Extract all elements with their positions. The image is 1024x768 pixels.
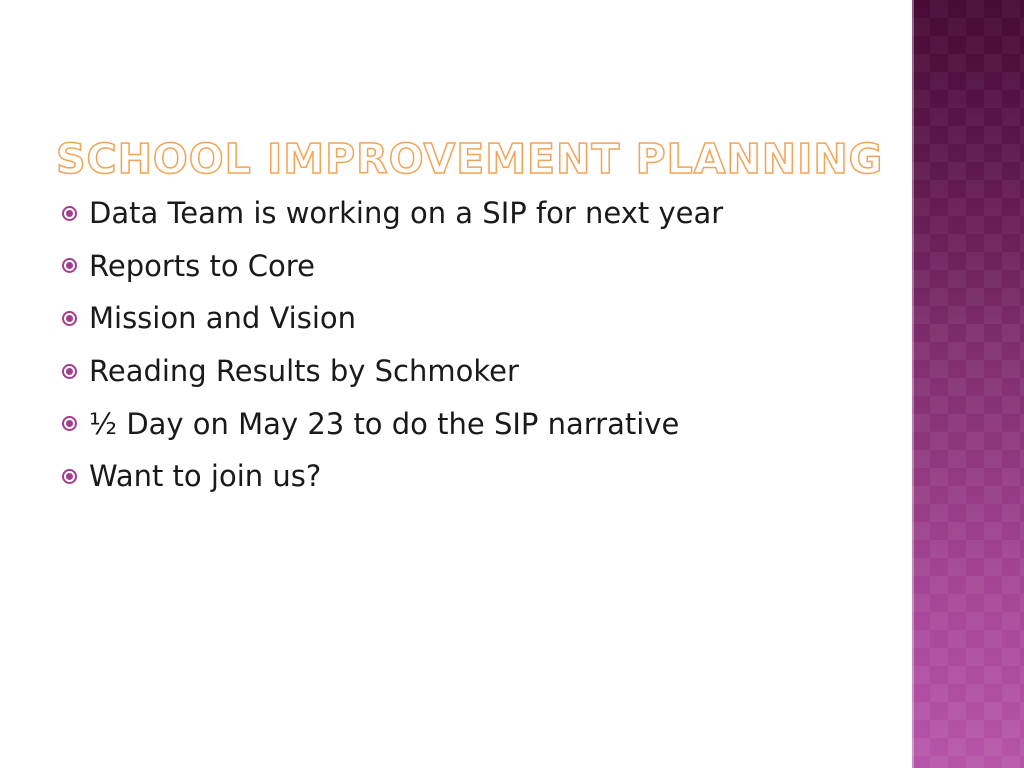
bullet-text: Data Team is working on a SIP for next year [89,196,724,231]
list-item [62,450,723,503]
slide-title: SCHOOL IMPROVEMENT PLANNING [56,135,884,184]
decorative-side-bar [912,0,1024,768]
side-bar-edge [912,0,914,768]
list-item [62,240,723,293]
list-item [62,345,723,398]
bullet-text: ½ Day on May 23 to do the SIP narrative [89,406,680,441]
radio-bullet-icon [62,416,77,431]
radio-bullet-icon [62,469,77,484]
radio-bullet-icon [62,206,77,221]
radio-bullet-icon [62,364,77,379]
bullet-text: Mission and Vision [89,301,357,336]
radio-bullet-icon [62,258,77,273]
side-bar-shade [912,0,1024,768]
bullet-text: Want to join us? [89,459,322,494]
list-item [62,397,723,450]
radio-bullet-icon [62,311,77,326]
bullet-text: Reading Results by Schmoker [89,354,519,389]
bullet-text: Reports to Core [89,248,315,283]
bullet-list [62,187,723,503]
list-item [62,292,723,345]
list-item [62,187,723,240]
